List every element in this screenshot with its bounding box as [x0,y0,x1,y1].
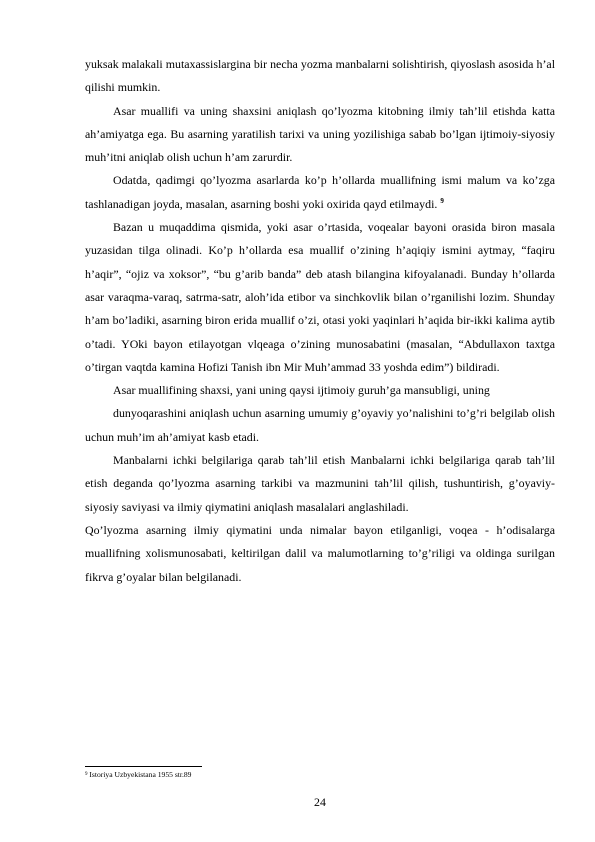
paragraph-4: Bazan u muqaddima qismida, yoki asar o’rtasida, voqealar bayoni orasida biron masala yuzasidan tilga olinadi. Ko’p h’ollarda esa muallif o’zining h’aqiqiy ismini aytmay, “faqiru h’aqir”, “ojiz va xoksor”, “bu g’arib banda” deb atash bilangina kifoyalanadi. Bunday h’ollarda asar varaqma-varaq, satrma-satr, aloh’ida etibor va sinchkovlik bilan o’rganilishi lozim. Shunday h’am bo’ladiki, asarning biron erida muallif o’zi, otasi yoki yaqinlari h’aqida bir-ikki kalima aytib o’tadi. YOki bayon etilayotgan vlqeaga o’zining munosabatini (masalan, “Abdullaxon taxtga o’tirgan vaqtda kamina Hofizi Tanish ibn Mir Muh’ammad 33 yoshda edim”) bildiradi. [85,220,555,374]
page-number: 24 [314,795,326,809]
paragraph-1: yuksak malakali mutaxassislargina bir necha yozma manbalarni solishtirish, qiyoslash asosida h’al qilishi mumkin. [85,57,555,95]
paragraph-5: Asar muallifining shaxsi, yani uning qaysi ijtimoiy guruh’ga mansubligi, uning [113,383,490,398]
paragraph-3-text: Odatda, qadimgi qo’lyozma asarlarda ko’p h’ollarda muallifning ismi malum va ko’zga tashlanadigan joyda, masalan, asarning boshi yoki oxirida qayd etilmaydi. [85,173,555,211]
paragraph-7: Manbalarni ichki belgilariga qarab tah’lil etish Manbalarni ichki belgilariga qarab tah’lil etish deganda qo’lyozma asarning tarkibi va mazmunini tah’lil qilish, tushuntirish, g’oyaviy-siyosiy saviyasi va ilmiy qiymatini aniqlash masalalari anglashiladi. [85,453,555,514]
footnote-number: 9 [85,772,88,777]
footnote [85,770,385,780]
paragraph-2: Asar muallifi va uning shaxsini aniqlash qo’lyozma kitobning ilmiy tah’lil etishda katta ah’amiyatga ega. Bu asarning yaratilish tarixi va uning yozilishiga sabab bo’lgan ijtimoiy-siyosiy muh’itni aniqlab olish uchun h’am zarurdir. [85,103,555,165]
paragraph-8: Qo’lyozma asarning ilmiy qiymatini unda nimalar bayon etilganligi, voqea - h’odisalarga muallifning xolismunosabati, keltirilgan dalil va malumotlarning to’g’riligi va oldinga surilgan fikrva g’oyalar bilan belgilanadi. [85,522,555,584]
paragraph-6: dunyoqarashini aniqlash uchun asarning umumiy g’oyaviy yo’nalishini to’g’ri belgilab olish uchun muh’im ah’amiyat kasb etadi. [85,406,555,444]
footnote-separator [85,766,202,767]
footnote-reference: 9 [440,196,444,205]
body-text [85,53,555,589]
paragraph-3 [85,169,555,216]
footnote-text: Istoriya Uzbyekistana 1955 str.89 [89,770,192,779]
